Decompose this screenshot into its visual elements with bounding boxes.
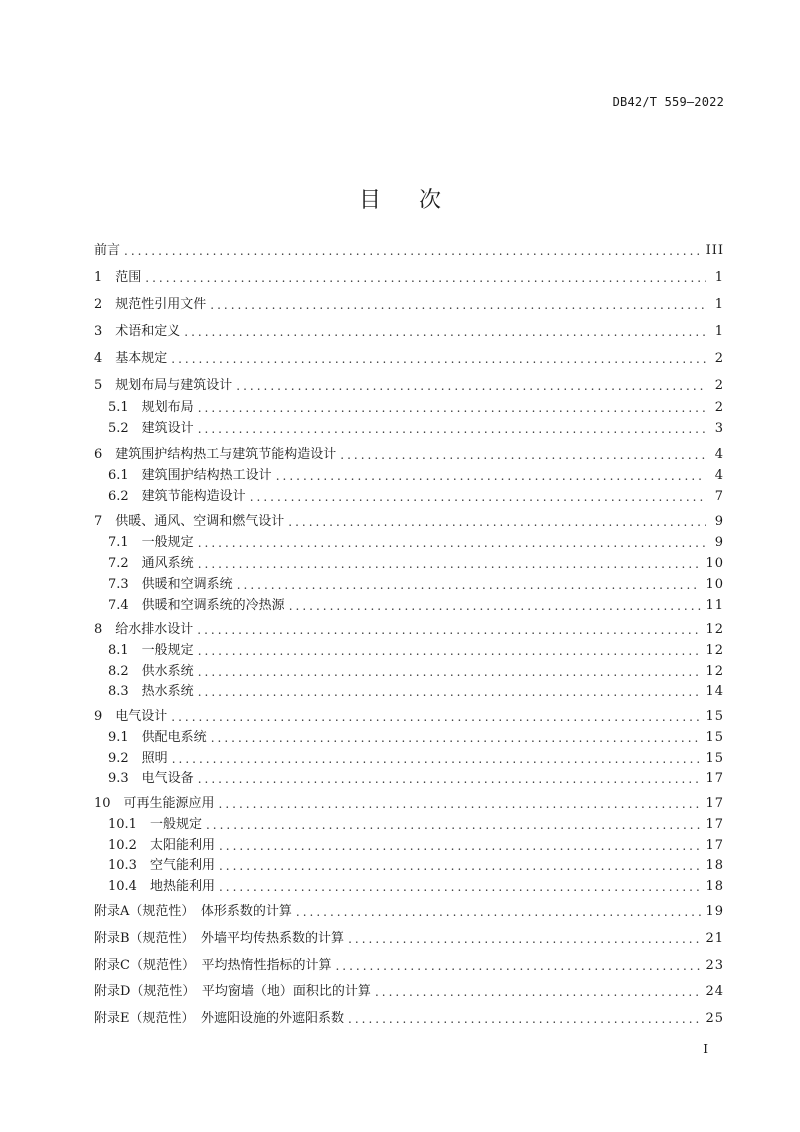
toc-entry-page: 4 (714, 447, 724, 462)
toc-entry-page: 17 (705, 838, 724, 853)
toc-dot-leader (219, 795, 702, 813)
toc-entry-label: 8 给水排水设计 (94, 622, 194, 637)
toc-entry-page: 21 (705, 931, 724, 946)
toc-entry[interactable] (108, 420, 724, 438)
toc-dot-leader (172, 750, 702, 768)
toc-entry-page: 19 (705, 904, 724, 919)
toc-entry[interactable] (94, 446, 724, 464)
toc-dot-leader (198, 683, 702, 701)
toc-entry-page: 12 (705, 664, 724, 679)
toc-entry-label: 附录A（规范性） 体形系数的计算 (94, 904, 292, 919)
toc-entry[interactable] (94, 269, 724, 287)
toc-entry[interactable] (108, 878, 724, 896)
toc-entry-page: 15 (705, 709, 724, 724)
toc-entry[interactable] (108, 729, 724, 747)
toc-entry[interactable] (94, 377, 724, 395)
toc-entry-label: 7.2 通风系统 (108, 556, 194, 571)
toc-entry-page: 25 (705, 1011, 724, 1026)
toc-entry[interactable] (94, 983, 724, 1001)
title-char-right: 次 (418, 187, 441, 213)
toc-entry[interactable] (94, 930, 724, 948)
toc-entry-page: 23 (705, 958, 724, 973)
toc-entry-page: 2 (714, 351, 724, 366)
toc-dot-leader (276, 467, 706, 485)
toc-dot-leader (198, 555, 702, 573)
toc-entry-label: 6.2 建筑节能构造设计 (108, 489, 246, 504)
toc-entry-page: 1 (714, 324, 724, 339)
toc-entry-label: 9.3 电气设备 (108, 771, 194, 786)
toc-entry[interactable] (94, 513, 724, 531)
toc-entry-page: 7 (714, 489, 724, 504)
toc-entry-label: 10.1 一般规定 (108, 817, 202, 832)
toc-entry-page: 24 (705, 984, 724, 999)
toc-entry-page: 18 (705, 858, 724, 873)
toc-entry-page: 17 (705, 817, 724, 832)
toc-dot-leader (289, 597, 702, 615)
document-code: DB42/T 559—2022 (612, 95, 724, 109)
toc-dot-leader (219, 857, 702, 875)
toc-dot-leader (236, 377, 706, 395)
toc-entry-label: 9 电气设计 (94, 709, 168, 724)
toc-dot-leader (171, 350, 706, 368)
toc-entry-label: 5.2 建筑设计 (108, 421, 194, 436)
toc-entry-label: 附录E（规范性） 外遮阳设施的外遮阳系数 (94, 1011, 344, 1026)
toc-entry-label: 10.4 地热能利用 (108, 879, 215, 894)
toc-entry-page: 17 (705, 796, 724, 811)
toc-entry-label: 附录C（规范性） 平均热惰性指标的计算 (94, 958, 332, 973)
toc-entry-label: 前言 (94, 243, 121, 258)
toc-entry-page: 15 (705, 751, 724, 766)
toc-entry[interactable] (108, 488, 724, 506)
toc-entry[interactable] (108, 837, 724, 855)
toc-entry-label: 10.3 空气能利用 (108, 858, 215, 873)
toc-dot-leader (197, 621, 701, 639)
toc-entry-label: 7.4 供暖和空调系统的冷热源 (108, 598, 285, 613)
toc-entry[interactable] (108, 555, 724, 573)
toc-entry[interactable] (94, 708, 724, 726)
toc-dot-leader (206, 816, 702, 834)
toc-dot-leader (348, 1010, 701, 1028)
toc-dot-leader (296, 903, 702, 921)
toc-entry-label: 6 建筑围护结构热工与建筑节能构造设计 (94, 447, 337, 462)
toc-entry-page: III (705, 243, 724, 258)
toc-entry[interactable] (94, 242, 724, 260)
toc-entry-page: 9 (714, 535, 724, 550)
toc-entry-page: 12 (705, 643, 724, 658)
toc-dot-leader (198, 642, 702, 660)
toc-entry[interactable] (94, 903, 724, 921)
toc-entry[interactable] (94, 957, 724, 975)
toc-entry[interactable] (94, 323, 724, 341)
toc-entry[interactable] (94, 1010, 724, 1028)
toc-entry-label: 8.1 一般规定 (108, 643, 194, 658)
toc-dot-leader (210, 296, 706, 314)
toc-entry-page: 15 (705, 730, 724, 745)
toc-entry[interactable] (108, 770, 724, 788)
toc-entry-page: 2 (714, 400, 724, 415)
toc-dot-leader (237, 576, 702, 594)
toc-entry-page: 18 (705, 879, 724, 894)
toc-entry[interactable] (108, 642, 724, 660)
toc-entry-page: 10 (705, 556, 724, 571)
toc-entry-label: 4 基本规定 (94, 351, 168, 366)
toc-dot-leader (145, 269, 706, 287)
toc-dot-leader (184, 323, 706, 341)
toc-entry-label: 附录D（规范性） 平均窗墙（地）面积比的计算 (94, 984, 371, 999)
toc-entry-page: 1 (714, 270, 724, 285)
toc-dot-leader (171, 708, 701, 726)
toc-entry-label: 10.2 太阳能利用 (108, 838, 215, 853)
footer-page-number: I (703, 1042, 708, 1056)
toc-dot-leader (219, 837, 702, 855)
toc-entry-label: 10 可再生能源应用 (94, 796, 215, 811)
toc-dot-leader (198, 420, 706, 438)
toc-entry[interactable] (108, 534, 724, 552)
toc-dot-leader (219, 878, 702, 896)
toc-entry[interactable] (108, 683, 724, 701)
toc-entry-label: 附录B（规范性） 外墙平均传热系数的计算 (94, 931, 345, 946)
page-title (0, 183, 800, 214)
toc-dot-leader (198, 399, 706, 417)
toc-entry-page: 12 (705, 622, 724, 637)
toc-entry-label: 9.2 照明 (108, 751, 168, 766)
toc-entry-label: 7.1 一般规定 (108, 535, 194, 550)
toc-dot-leader (198, 770, 702, 788)
toc-entry-label: 9.1 供配电系统 (108, 730, 207, 745)
toc-entry-page: 11 (705, 598, 724, 613)
toc-entry-label: 6.1 建筑围护结构热工设计 (108, 468, 272, 483)
toc-entry-page: 10 (705, 577, 724, 592)
toc-dot-leader (375, 983, 702, 1001)
toc-entry[interactable] (94, 795, 724, 813)
toc-dot-leader (335, 957, 701, 975)
toc-entry-label: 5 规划布局与建筑设计 (94, 378, 233, 393)
toc-dot-leader (340, 446, 706, 464)
toc-dot-leader (198, 534, 706, 552)
toc-dot-leader (124, 242, 702, 260)
toc-entry-label: 5.1 规划布局 (108, 400, 194, 415)
toc-dot-leader (198, 663, 702, 681)
toc-entry-page: 4 (714, 468, 724, 483)
toc-dot-leader (348, 930, 701, 948)
toc-entry-page: 14 (705, 684, 724, 699)
toc-entry[interactable] (108, 399, 724, 417)
toc-entry[interactable] (94, 296, 724, 314)
toc-entry-label: 7.3 供暖和空调系统 (108, 577, 233, 592)
toc-entry[interactable] (94, 621, 724, 639)
toc-entry[interactable] (108, 816, 724, 834)
toc-entry-page: 9 (714, 514, 724, 529)
toc-entry[interactable] (108, 597, 724, 615)
toc-entry-label: 7 供暖、通风、空调和燃气设计 (94, 514, 285, 529)
toc-entry-label: 3 术语和定义 (94, 324, 181, 339)
toc-dot-leader (288, 513, 706, 531)
toc-entry-page: 17 (705, 771, 724, 786)
toc-entry-label: 8.3 热水系统 (108, 684, 194, 699)
toc-entry-page: 3 (714, 421, 724, 436)
toc-entry-page: 2 (714, 378, 724, 393)
toc-entry-label: 2 规范性引用文件 (94, 297, 207, 312)
toc-entry[interactable] (108, 467, 724, 485)
title-char-left: 目 (358, 187, 381, 213)
toc-entry[interactable] (108, 857, 724, 875)
toc-entry-page: 1 (714, 297, 724, 312)
toc-entry-label: 8.2 供水系统 (108, 664, 194, 679)
toc-entry-label: 1 范围 (94, 270, 142, 285)
toc-entry[interactable] (108, 576, 724, 594)
toc-entry[interactable] (108, 750, 724, 768)
toc-dot-leader (211, 729, 702, 747)
toc-dot-leader (250, 488, 706, 506)
toc-entry[interactable] (108, 663, 724, 681)
toc-entry[interactable] (94, 350, 724, 368)
